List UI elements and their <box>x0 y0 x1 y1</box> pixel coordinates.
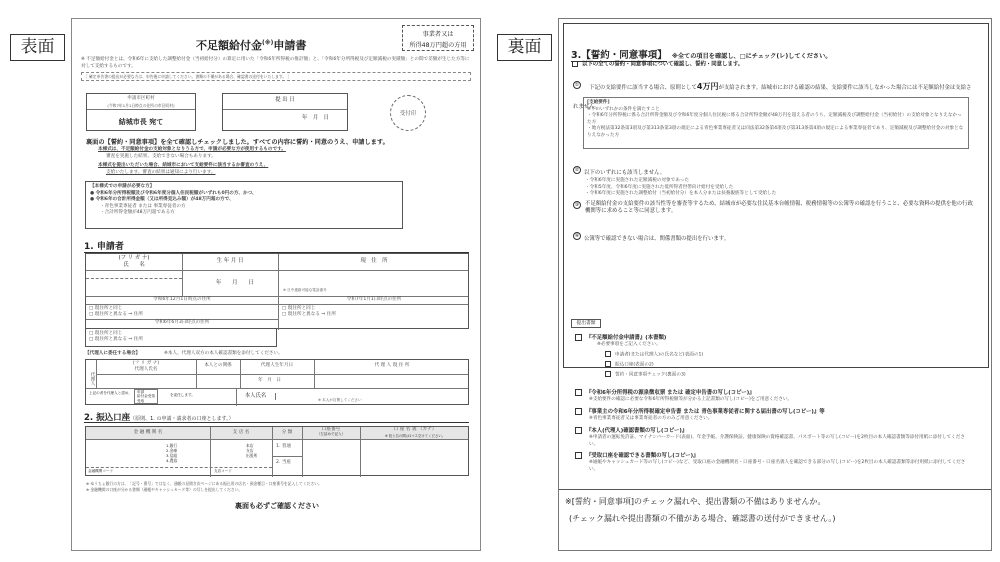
check-account-checkbox[interactable] <box>605 361 611 367</box>
check-name-checkbox[interactable] <box>605 351 611 357</box>
bank-footnote-1: ※ ゆうちょ銀行の方は、「記号・番号」ではなく、通帳の見開き次ページにある振込用の店名・預金種目・口座番号を記入してください。 <box>86 481 322 486</box>
doc-3: 『事業主の令和6年分所得税確定申告書 または 青色事業専従者に関する届出書の写し(コピー)』等 ※青色事業専従者又は事業専従者の方のみご用意ください。 <box>575 408 985 423</box>
intro-text: ※ 不足額給付金とは、令和6年に支給した調整給付金（当初給付分）の算定に用いた「令和6年所得税の推計額」と、「令和6年分所得税及び定額減税の実績額」との間で差額が生じた方等に対して支給するものです。 <box>81 57 470 69</box>
front-footer: 裏面も必ずご確認ください <box>235 502 319 510</box>
submit-date-box[interactable]: 提 出 日 年 月 日 <box>222 93 348 131</box>
back-sheet <box>558 18 992 551</box>
type-current[interactable]: 2. 当座 <box>276 460 292 465</box>
back-side-label: 裏面 <box>497 34 552 61</box>
docs-label: 提出書類 <box>571 319 601 328</box>
doc-4: 『本人(代理人)確認書類の写し(コピー)』 ※申請者の運転免許証、マイナンバーカード(表面)、年金手帳、介護保険証、健康保険の資格確認書、パスポート等の写し(コピー)を2枚目の本人確認書類等添付用紙に添付してください。 <box>575 427 985 448</box>
agree-all-checkbox[interactable] <box>572 61 578 67</box>
criteria-box: 【本様式での申請が必要な方】 ● 令和6年分所得税額及び令和6年度分個人住民税額がいずれも0円の方、かつ、 ● 令和6年の合計所得金額（又は所得見込み額）が48万円超の方で、 ・青色事業専従者 または 事業専従者の方 ・合計所得金額が48万円超である方 <box>85 181 403 229</box>
doc-5: 『受取口座を確認できる書類の写し(コピー)』 ※通帳やキャッシュカード等の写し(コピー)など、受取口座の金融機関名・口座番号・口座名義人を確認できる部分の写し(コピー)を2枚目の本人確認書類等添付用紙に添付してください。 <box>575 452 985 473</box>
applicant-table: (フ リ ガ ナ) 氏 名 生 年 月 日 現 住 所 年 月 日 ※ 日中連絡可能な電話番号 令和6年12月1日時点の住所 令和7年1月1日時点の住所 □ 現住所と同じ □ 現住所と異なる ⇒ 住所 □ 現住所と同じ □ 現住所と異なる ⇒ 住所 令和6年6月3日時点の住所 <box>85 253 469 329</box>
proxy-title: 【代理人に委任する場合】 <box>85 351 141 356</box>
note-4: 支給いたします。審査の結果は通知により行います。 <box>106 170 216 175</box>
branch-kinds[interactable]: 本店 支店 出張所 <box>246 443 258 458</box>
doc-1-checkbox[interactable] <box>575 334 582 341</box>
front-sheet <box>71 18 481 551</box>
note-3: 本様式を提出いただいた場合、結城市において支給要件に該当するか審査のうえ、 <box>98 163 269 168</box>
doc-2-checkbox[interactable] <box>575 389 582 396</box>
reception-stamp: 受付印 <box>390 95 426 131</box>
pledge-item-1: ① 下記の支給要件に該当する場合、原則として4万円が支給されます。結城市における確認の結果、支給要件に該当しなかった場合には不足額給付金は支給されません。 <box>573 81 972 110</box>
back-footer-2: (チェック漏れや提出書類の不備がある場合、確認書の送付ができません。) <box>569 514 836 523</box>
note-2: 審査を実施した結果、支給できない場合もあります。 <box>106 154 216 159</box>
addressee-box: 申請市区町村 (令和7年1月1日時点の住所の市区町村) 結城市長 宛て <box>86 93 196 131</box>
form-title: 不足額給付金(※)申請書 <box>196 39 307 52</box>
check-pledge-checkbox[interactable] <box>605 371 611 377</box>
notice-bracket: ［ 確定申告書の提出が必要な方は、申告後に申請してください。書類の不備がある場合、確認書の送付をいたします。 ］ <box>81 72 471 81</box>
doc-5-checkbox[interactable] <box>575 452 582 459</box>
back-footer-1: ※[誓約・同意事項]のチェック漏れや、提出書類の不備はありませんか。 <box>565 497 826 506</box>
section-2-title: 2. 振込口座（原則、1. の申請・請求者の口座とします。） <box>84 413 234 423</box>
doc-2: 『令和6年分所得税の源泉徴収票 または 確定申告書の写し(コピー)』 ※支給要件の確認に必要な令和6年所得税額等が分かる上記書類の写し(コピー)をご用意ください。 <box>575 389 985 404</box>
doc-1: 『不足額給付金申請書』(本書類) ※必要事項をご記入ください。 申請者(または代理人)の氏名など(表面の1) 振込口座(表面の2) 誓約・同意事項チェック(裏面の3) <box>575 334 985 379</box>
confirm-line: 裏面の【誓約・同意事項】を全て確認しチェックしました。すべての内容に誓約・同意のうえ、申請します。 <box>86 139 389 146</box>
proxy-note: ※本人、代理人双方の本人確認書類を添付してください。 <box>164 351 283 356</box>
type-ordinary[interactable]: 1. 普通 <box>276 444 292 449</box>
bank-table: 金 融 機 関 名 支 店 名 分 類 口座番号 （左詰めで記入） 口 座 名 義 （カナ） ※ 姓と名の間は1マス空けてください。 1.銀行 2.金庫 3.信組 4.農協 本店 支店 出張所 1. 普通 2. 当座 金融機関コード 支店コード <box>85 426 469 476</box>
section-1-title: 1. 申請者 <box>84 239 469 253</box>
proxy-items: 申請 給付金受領 受取 <box>134 389 158 404</box>
front-side-label: 表面 <box>10 34 65 61</box>
pledge-item-3: ③ 不足額給付金の支給要件の該当性等を審査等するため、結城市が必要な住民基本台帳情報、税務情報等の公簿等の確認を行うこと、必要な資料の提供を他の行政機関等に求めること等に同意します。 <box>574 201 973 215</box>
bank-footnote-2: ※ 金融機関の口座が分かる書類（通帳やキャッシュカード等）の写しを提出してください。 <box>86 487 243 492</box>
pledge-item-4: ④公簿等で確認できない場合は、関係書類の提出を行います。 <box>574 232 730 242</box>
eligibility-box: 事業者又は 所得48万円超の方用 <box>402 25 474 51</box>
pledge-heading: 3.【誓約・同意事項】 ※全ての項目を確認し、□にチェック(レ)してください。 <box>571 50 832 61</box>
bank-kinds[interactable]: 1.銀行 2.金庫 3.信組 4.農協 <box>166 443 178 463</box>
doc-4-checkbox[interactable] <box>575 427 582 434</box>
proxy-table: 代理人 (フ リ ガ ナ) 代理人氏名 本人との関係 代理人生年月日 代 理 人 現 住 所 年 月 日 上記の者を代理人と認め、 申請 給付金受領 受取 を委任します。 本人氏名 ※ 本人が自署してください <box>85 359 469 405</box>
doc-3-checkbox[interactable] <box>575 408 582 415</box>
june-address-row: □ 現住所と同じ □ 現住所と異なる ⇒ 住所 <box>85 329 277 347</box>
note-1: 本様式は、不足額給付金の支給対象となりうる方で、申請が必要な方が使用するものです。 <box>98 147 286 152</box>
pledge-item-2: ②以下のいずれにも該当しません。 ・令和6年度に実施された定額減税の対象であった ・令和5年度、令和6年度に実施された低所得者世帯向け給付を受給した ・令和6年度に実施された調整給付（当初給付分）を本人分または扶養親族等として受給した <box>574 166 777 197</box>
requirements-box: [支給要件] ※下のいずれかの条件を満たすこと ・令和6年分所得税に係る合計所得金額及び令和6年度分個人住民税に係る合計所得金額が48万円を超える者のうち、定額減税及び調整給付金（当初給付）の支給対象となりえなかった方 ・地方税法第32条第3項及び第313条第3項の規定による青色事業専従者又は同法第32条第4項及び第313条第4項の規定による事業専従者であり、定額減税及び調整給付金の対象となりえなかった方 <box>583 97 969 149</box>
agree-all[interactable]: 以下の全ての誓約・同意事項について確認し、誓約・同意します。 <box>572 61 743 69</box>
